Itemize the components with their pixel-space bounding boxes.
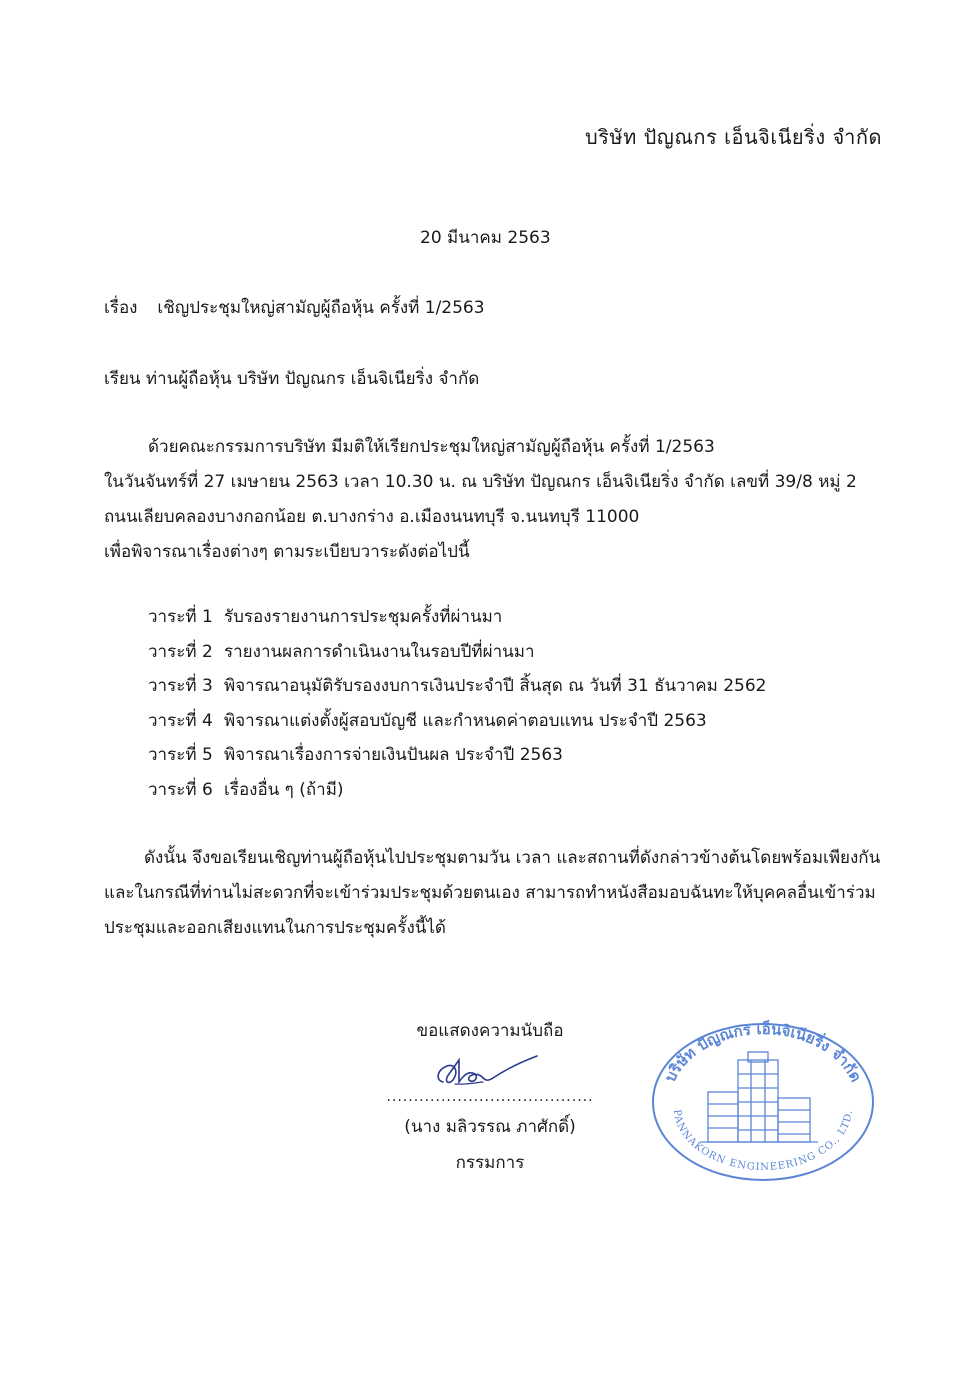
signature-block: [380, 1020, 600, 1174]
conclusion-line: ดังนั้น จึงขอเรียนเชิญท่านผู้ถือหุ้นไปประชุมตามวัน เวลา และสถานที่ดังกล่าวข้างต้นโดยพร้อมเพียงกัน: [144, 848, 881, 868]
agenda-list: [148, 606, 767, 813]
subject-text: เชิญประชุมใหญ่สามัญผู้ถือหุ้น ครั้งที่ 1/2563: [157, 298, 485, 318]
agenda-text: รายงานผลการดำเนินงานในรอบปีที่ผ่านมา: [224, 641, 535, 662]
intro-line: เพื่อพิจารณาเรื่องต่างๆ ตามระเบียบวาระดังต่อไปนี้: [104, 542, 470, 562]
company-seal: [648, 1012, 878, 1186]
intro-line: ถนนเลียบคลองบางกอกน้อย ต.บางกร่าง อ.เมืองนนทบุรี จ.นนทบุรี 11000: [104, 507, 640, 527]
agenda-number: วาระที่ 3: [148, 676, 213, 696]
agenda-item: [148, 744, 767, 779]
closing-text: ขอแสดงความนับถือ: [416, 1021, 564, 1041]
intro-line: ในวันจันทร์ที่ 27 เมษายน 2563 เวลา 10.30 น. ณ บริษัท ปัญณกร เอ็นจิเนียริ่ง จำกัด เลขที่ 39/8 หมู่ 2: [104, 472, 857, 492]
agenda-text: เรื่องอื่น ๆ (ถ้ามี): [224, 779, 344, 800]
agenda-item: [148, 710, 767, 745]
agenda-item: [148, 675, 767, 710]
agenda-number: วาระที่ 1: [148, 607, 213, 627]
signatory-name: (นาง มลิวรรณ ภาศักดิ์): [404, 1117, 576, 1137]
signature-line: ......................................: [386, 1089, 594, 1105]
conclusion-paragraph: [104, 847, 884, 952]
intro-paragraph: [104, 436, 884, 576]
agenda-item: [148, 606, 767, 641]
agenda-text: พิจารณาเรื่องการจ่ายเงินปันผล ประจำปี 2563: [224, 745, 563, 765]
conclusion-line: ประชุมและออกเสียงแทนในการประชุมครั้งนี้ได้: [104, 918, 446, 938]
agenda-text: รับรองรายงานการประชุมครั้งที่ผ่านมา: [224, 607, 503, 627]
company-header: บริษัท ปัญณกร เอ็นจิเนียริ่ง จำกัด: [584, 125, 882, 149]
subject-line: [104, 297, 485, 319]
agenda-number: วาระที่ 2: [148, 641, 213, 662]
subject-label: เรื่อง: [104, 298, 138, 318]
svg-text:PANNAKORN ENGINEERING CO., LTD: PANNAKORN ENGINEERING CO., LTD.: [670, 1108, 855, 1174]
agenda-text: พิจารณาอนุมัติรับรองงบการเงินประจำปี สิ้นสุด ณ วันที่ 31 ธันวาคม 2562: [224, 676, 767, 696]
agenda-item: [148, 641, 767, 676]
agenda-number: วาระที่ 5: [148, 745, 213, 765]
agenda-text: พิจารณาแต่งตั้งผู้สอบบัญชี และกำหนดค่าตอบแทน ประจำปี 2563: [224, 710, 707, 731]
intro-line: ด้วยคณะกรรมการบริษัท มีมติให้เรียกประชุมใหญ่สามัญผู้ถือหุ้น ครั้งที่ 1/2563: [148, 437, 715, 457]
agenda-number: วาระที่ 4: [148, 710, 213, 731]
letter-date: 20 มีนาคม 2563: [420, 228, 551, 248]
company-seal-graphic: [648, 1012, 878, 1182]
signatory-title: กรรมการ: [455, 1153, 525, 1173]
svg-text:บริษัท ปัญณกร เอ็นจิเนียริ่ง จ: บริษัท ปัญณกร เอ็นจิเนียริ่ง จำกัด: [660, 1019, 866, 1085]
recipient-line: เรียน ท่านผู้ถือหุ้น บริษัท ปัญณกร เอ็นจิเนียริ่ง จำกัด: [104, 369, 480, 389]
agenda-number: วาระที่ 6: [148, 779, 213, 800]
agenda-item: [148, 779, 767, 814]
conclusion-line: และในกรณีที่ท่านไม่สะดวกที่จะเข้าร่วมประชุมด้วยตนเอง สามารถทำหนังสือมอบฉันทะให้บุคคลอื่นเข้าร่วม: [104, 883, 876, 903]
